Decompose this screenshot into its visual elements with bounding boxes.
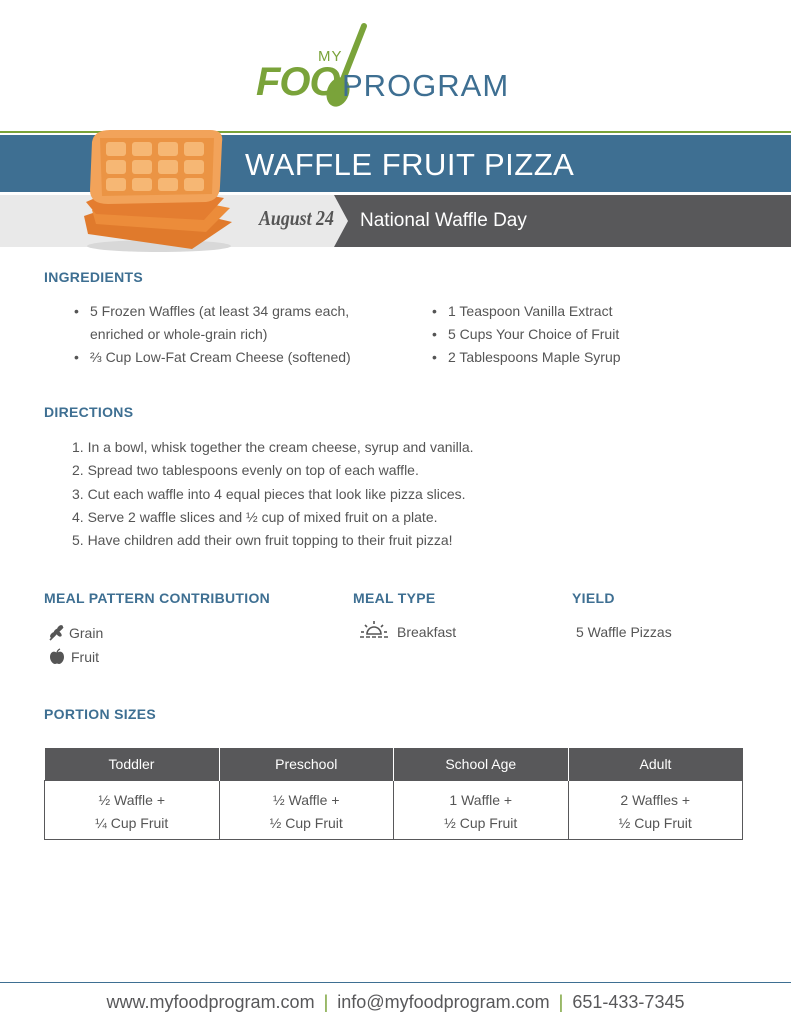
meal-pattern-heading: MEAL PATTERN CONTRIBUTION bbox=[44, 590, 271, 606]
brand-logo bbox=[256, 22, 546, 112]
yield-value: 5 Waffle Pizzas bbox=[576, 624, 672, 640]
recipe-title: WAFFLE FRUIT PIZZA bbox=[245, 147, 575, 182]
footer-separator: | bbox=[323, 992, 329, 1012]
table-cell: 1 Waffle + ½ Cup Fruit bbox=[394, 781, 569, 840]
recipe-date: August 24 bbox=[259, 206, 334, 230]
table-header-row bbox=[45, 748, 743, 781]
directions-list bbox=[72, 436, 474, 552]
table-cell: 2 Waffles + ½ Cup Fruit bbox=[568, 781, 743, 840]
wheat-icon bbox=[48, 624, 66, 642]
table-cell: ½ Waffle + ½ Cup Fruit bbox=[219, 781, 394, 840]
footer-divider bbox=[0, 982, 791, 983]
footer-separator: | bbox=[558, 992, 564, 1012]
ingredient-item: • ⅔ Cup Low-Fat Cream Cheese (softened) bbox=[74, 349, 351, 365]
portion-sizes-heading: PORTION SIZES bbox=[44, 706, 157, 722]
table-cell: ½ Waffle + ¼ Cup Fruit bbox=[45, 781, 220, 840]
footer-phone[interactable]: 651-433-7345 bbox=[572, 992, 685, 1012]
sunrise-icon bbox=[360, 620, 388, 640]
footer-email-link[interactable]: info@myfoodprogram.com bbox=[337, 992, 550, 1012]
meal-pattern-grain: Grain bbox=[69, 625, 104, 641]
logo-program-text: PROGRAM bbox=[342, 68, 510, 103]
ingredients-list-right bbox=[432, 300, 621, 369]
column-header: Adult bbox=[568, 748, 743, 781]
yield-heading: YIELD bbox=[572, 590, 615, 606]
meal-type-value: Breakfast bbox=[397, 624, 457, 640]
ingredient-item: • 1 Teaspoon Vanilla Extract bbox=[432, 303, 613, 319]
direction-step: 1. In a bowl, whisk together the cream cheese, syrup and vanilla. bbox=[72, 439, 474, 455]
direction-step: 4. Serve 2 waffle slices and ½ cup of mixed fruit on a plate. bbox=[72, 508, 438, 525]
holiday-name: National Waffle Day bbox=[360, 210, 527, 231]
ingredient-item: • 5 Frozen Waffles (at least 34 grams each, enriched or whole-grain rich) bbox=[74, 303, 350, 342]
direction-step: 5. Have children add their own fruit topping to their fruit pizza! bbox=[72, 532, 453, 549]
logo-my-text: MY bbox=[318, 48, 343, 65]
column-header: School Age bbox=[394, 748, 569, 781]
direction-step: 2. Spread two tablespoons evenly on top of each waffle. bbox=[72, 462, 419, 479]
ingredient-item: • 2 Tablespoons Maple Syrup bbox=[432, 349, 621, 365]
footer-website-link[interactable]: www.myfoodprogram.com bbox=[106, 992, 315, 1012]
column-header: Preschool bbox=[219, 748, 394, 781]
logo-food-text: FOO bbox=[256, 60, 340, 104]
ingredients-heading: INGREDIENTS bbox=[44, 269, 143, 285]
directions-heading: DIRECTIONS bbox=[44, 404, 134, 420]
direction-step: 3. Cut each waffle into 4 equal pieces that look like pizza slices. bbox=[72, 485, 466, 502]
column-header: Toddler bbox=[45, 748, 220, 781]
ingredients-list-left bbox=[74, 300, 351, 369]
ingredient-item: • 5 Cups Your Choice of Fruit bbox=[432, 326, 620, 342]
apple-icon bbox=[49, 648, 65, 665]
meal-type-heading: MEAL TYPE bbox=[353, 590, 436, 606]
table-row bbox=[45, 781, 743, 840]
meal-pattern-fruit: Fruit bbox=[71, 649, 99, 665]
waffle-stack-image bbox=[74, 124, 244, 254]
footer-contact bbox=[0, 992, 791, 1013]
portion-sizes-table bbox=[44, 748, 743, 840]
